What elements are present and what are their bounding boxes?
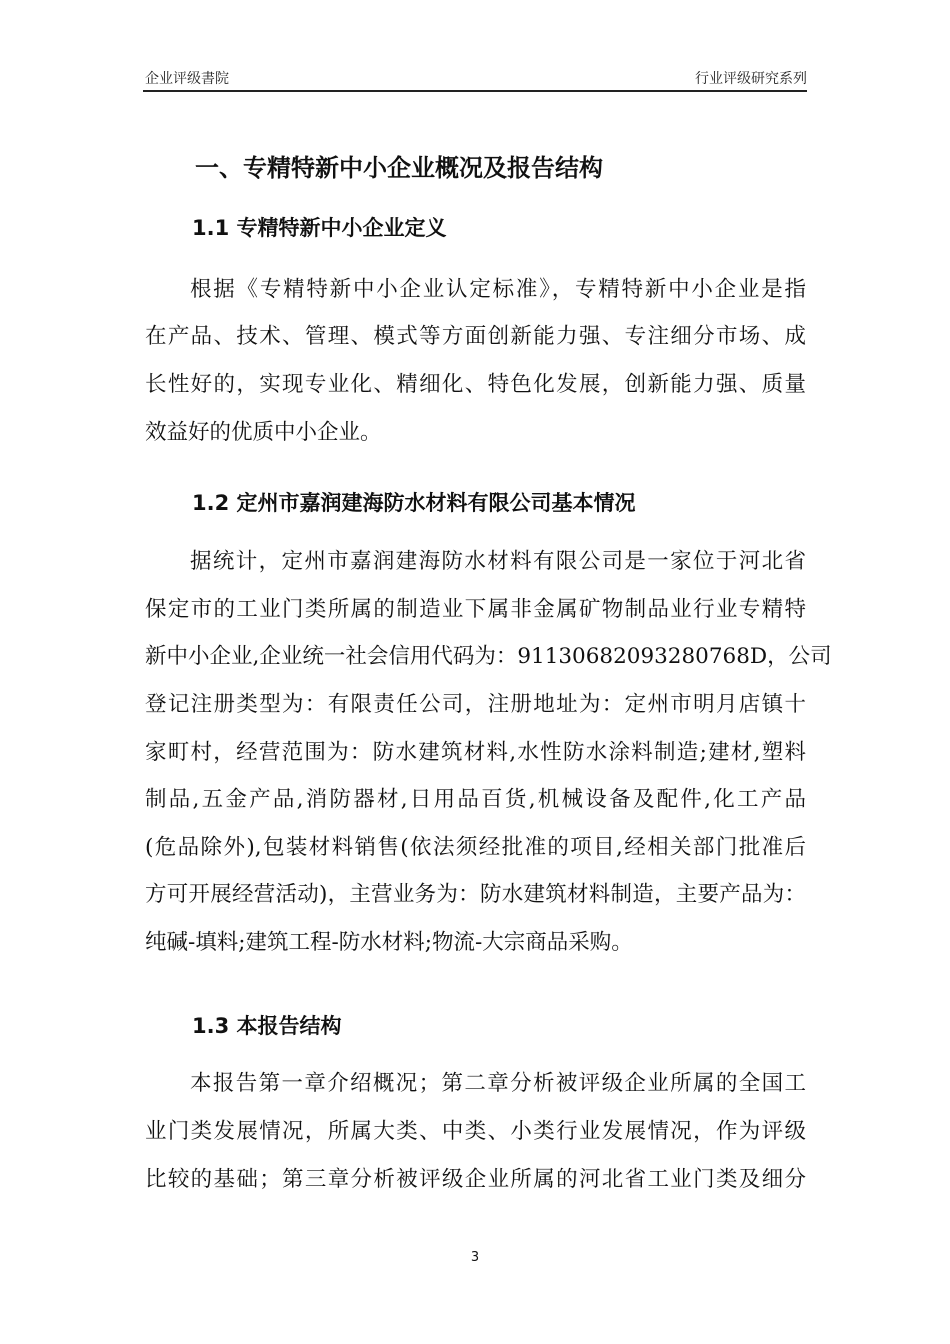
section-title-1-3: 1.3 本报告结构 (192, 1014, 342, 1038)
paragraph-line: 业门类发展情况，所属大类、中类、小类行业发展情况，作为评级 (145, 1119, 806, 1144)
paragraph-line: 登记注册类型为：有限责任公司，注册地址为：定州市明月店镇十 (145, 692, 806, 717)
paragraph-line: 方可开展经营活动)，主营业务为：防水建筑材料制造，主要产品为： (145, 882, 806, 907)
section-title-1-1: 1.1 专精特新中小企业定义 (192, 216, 447, 240)
paragraph-line: 效益好的优质中小企业。 (145, 420, 382, 445)
header-right-title: 行业评级研究系列 (695, 71, 807, 87)
paragraph-line: 据统计，定州市嘉润建海防水材料有限公司是一家位于河北省 (190, 549, 806, 574)
paragraph-line: 本报告第一章介绍概况；第二章分析被评级企业所属的全国工 (190, 1071, 806, 1096)
page-number: 3 (470, 1250, 480, 1265)
paragraph-line: 制品,五金产品,消防器材,日用品百货,机械设备及配件,化工产品 (145, 787, 806, 812)
paragraph-line: 保定市的工业门类所属的制造业下属非金属矿物制品业行业专精特 (145, 597, 806, 622)
paragraph-line: (危品除外),包装材料销售(依法须经批准的项目,经相关部门批准后 (145, 835, 806, 860)
chapter-title: 一、专精特新中小企业概况及报告结构 (195, 154, 603, 182)
paragraph-line: 长性好的，实现专业化、精细化、特色化发展，创新能力强、质量 (145, 372, 806, 397)
section-title-1-2: 1.2 定州市嘉润建海防水材料有限公司基本情况 (192, 491, 636, 515)
paragraph-line: 根据《专精特新中小企业认定标准》，专精特新中小企业是指 (190, 277, 806, 302)
paragraph-line: 新中小企业,企业统一社会信用代码为：91130682093280768D，公司 (145, 644, 832, 669)
paragraph-line: 家町村，经营范围为：防水建筑材料,水性防水涂料制造;建材,塑料 (145, 740, 806, 765)
paragraph-line: 在产品、技术、管理、模式等方面创新能力强、专注细分市场、成 (145, 324, 806, 349)
header-left-title: 企业评级書院 (145, 71, 229, 87)
header-divider (143, 90, 807, 92)
paragraph-line: 纯碱-填料;建筑工程-防水材料;物流-大宗商品采购。 (145, 930, 633, 955)
paragraph-line: 比较的基础；第三章分析被评级企业所属的河北省工业门类及细分 (145, 1167, 806, 1192)
